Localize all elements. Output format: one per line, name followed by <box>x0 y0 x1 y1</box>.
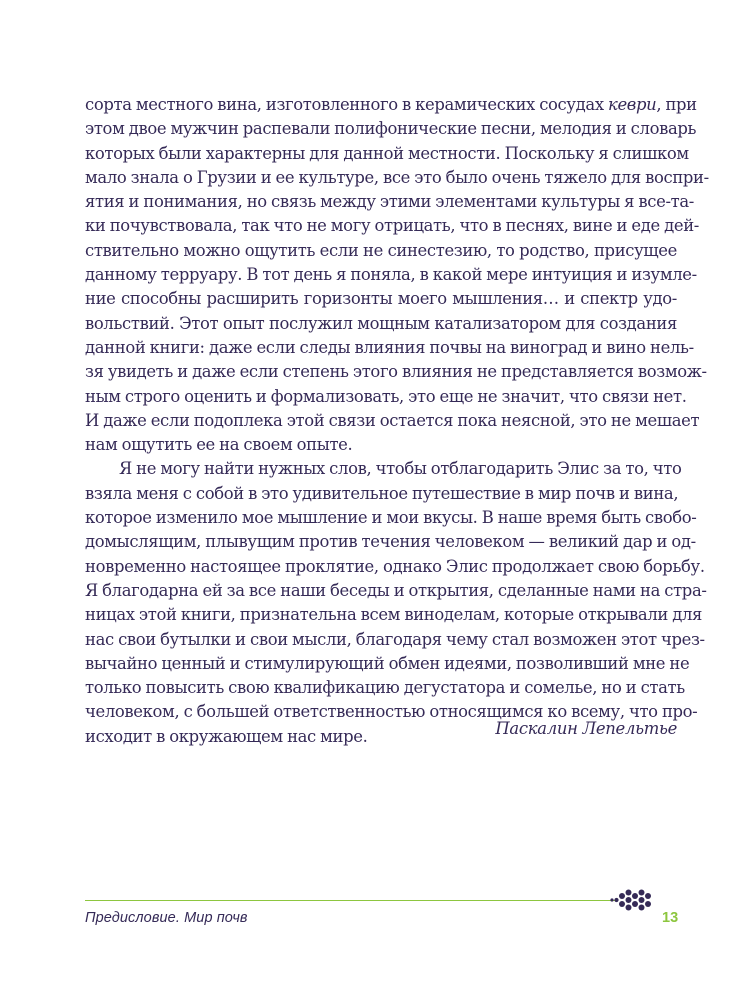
text-line: ствительно можно ощутить если не синестезию, то родство, присущее <box>85 240 677 260</box>
text-line: нам ощутить ее на своем опыте. <box>85 435 353 455</box>
text-line: ным строго оценить и формализовать, это еще не значит, что связи нет. <box>85 386 687 406</box>
text-line: И даже если подоплека этой связи остается пока неясной, это не мешает <box>85 410 700 430</box>
text-line: ки почувствовала, так что не могу отрицать, что в песнях, вине и еде дей- <box>85 216 699 236</box>
main-text <box>85 93 709 749</box>
text-line: зя увидеть и даже если степень этого влияния не представляется возмож- <box>85 362 707 382</box>
text-line: Я не могу найти нужных слов, чтобы отблагодарить Элис за то, что <box>119 459 682 479</box>
text-line: данному терруару. В тот день я поняла, в какой мере интуиция и изумле- <box>85 265 697 285</box>
text-line: этом двое мужчин распевали полифонические песни, мелодия и словарь <box>85 119 697 139</box>
grape-cluster-icon <box>610 889 654 913</box>
text-line: вольствий. Этот опыт послужил мощным катализатором для создания <box>85 313 677 333</box>
text-line: которых были характерны для данной местности. Поскольку я слишком <box>85 143 689 163</box>
text-line: исходит в окружающем нас мире. <box>85 726 368 746</box>
italic-term: кеври <box>608 95 657 114</box>
footer-divider <box>85 900 615 901</box>
text-line: ятия и понимания, но связь между этими элементами культуры я все-та- <box>85 192 694 212</box>
text-line: только повысить свою квалификацию дегустатора и сомелье, но и стать <box>85 678 685 698</box>
text-line: домыслящим, плывущим против течения человеком — великий дар и од- <box>85 532 696 552</box>
running-footer-title: Предисловие. Мир почв <box>85 910 248 926</box>
text-line: ницах этой книги, признательна всем виноделам, которые открывали для <box>85 605 703 625</box>
text-line: Я благодарна ей за все наши беседы и открытия, сделанные нами на стра- <box>85 580 707 600</box>
text-line: сорта местного вина, изготовленного в керамических сосудах кеври, при <box>85 95 697 114</box>
text-line: ние способны расширить горизонты моего мышления… и спектр удо- <box>85 289 677 309</box>
text-line: человеком, с большей ответственностью относящимся ко всему, что про- <box>85 702 698 722</box>
text-line: которое изменило мое мышление и мои вкусы. В наше время быть свобо- <box>85 508 697 528</box>
text-line: данной книги: даже если следы влияния почвы на виноград и вино нель- <box>85 337 694 357</box>
text-line: нас свои бутылки и свои мысли, благодаря чему стал возможен этот чрез- <box>85 629 705 649</box>
text-line: мало знала о Грузии и ее культуре, все это было очень тяжело для воспри- <box>85 167 709 187</box>
page-number: 13 <box>662 910 679 926</box>
text-line: вычайно ценный и стимулирующий обмен идеями, позволивший мне не <box>85 653 690 673</box>
text-line: взяла меня с собой в это удивительное путешествие в мир почв и вина, <box>85 483 679 503</box>
text-line: новременно настоящее проклятие, однако Элис продолжает свою борьбу. <box>85 556 705 576</box>
author-signature: Паскалин Лепельтье <box>495 719 677 738</box>
